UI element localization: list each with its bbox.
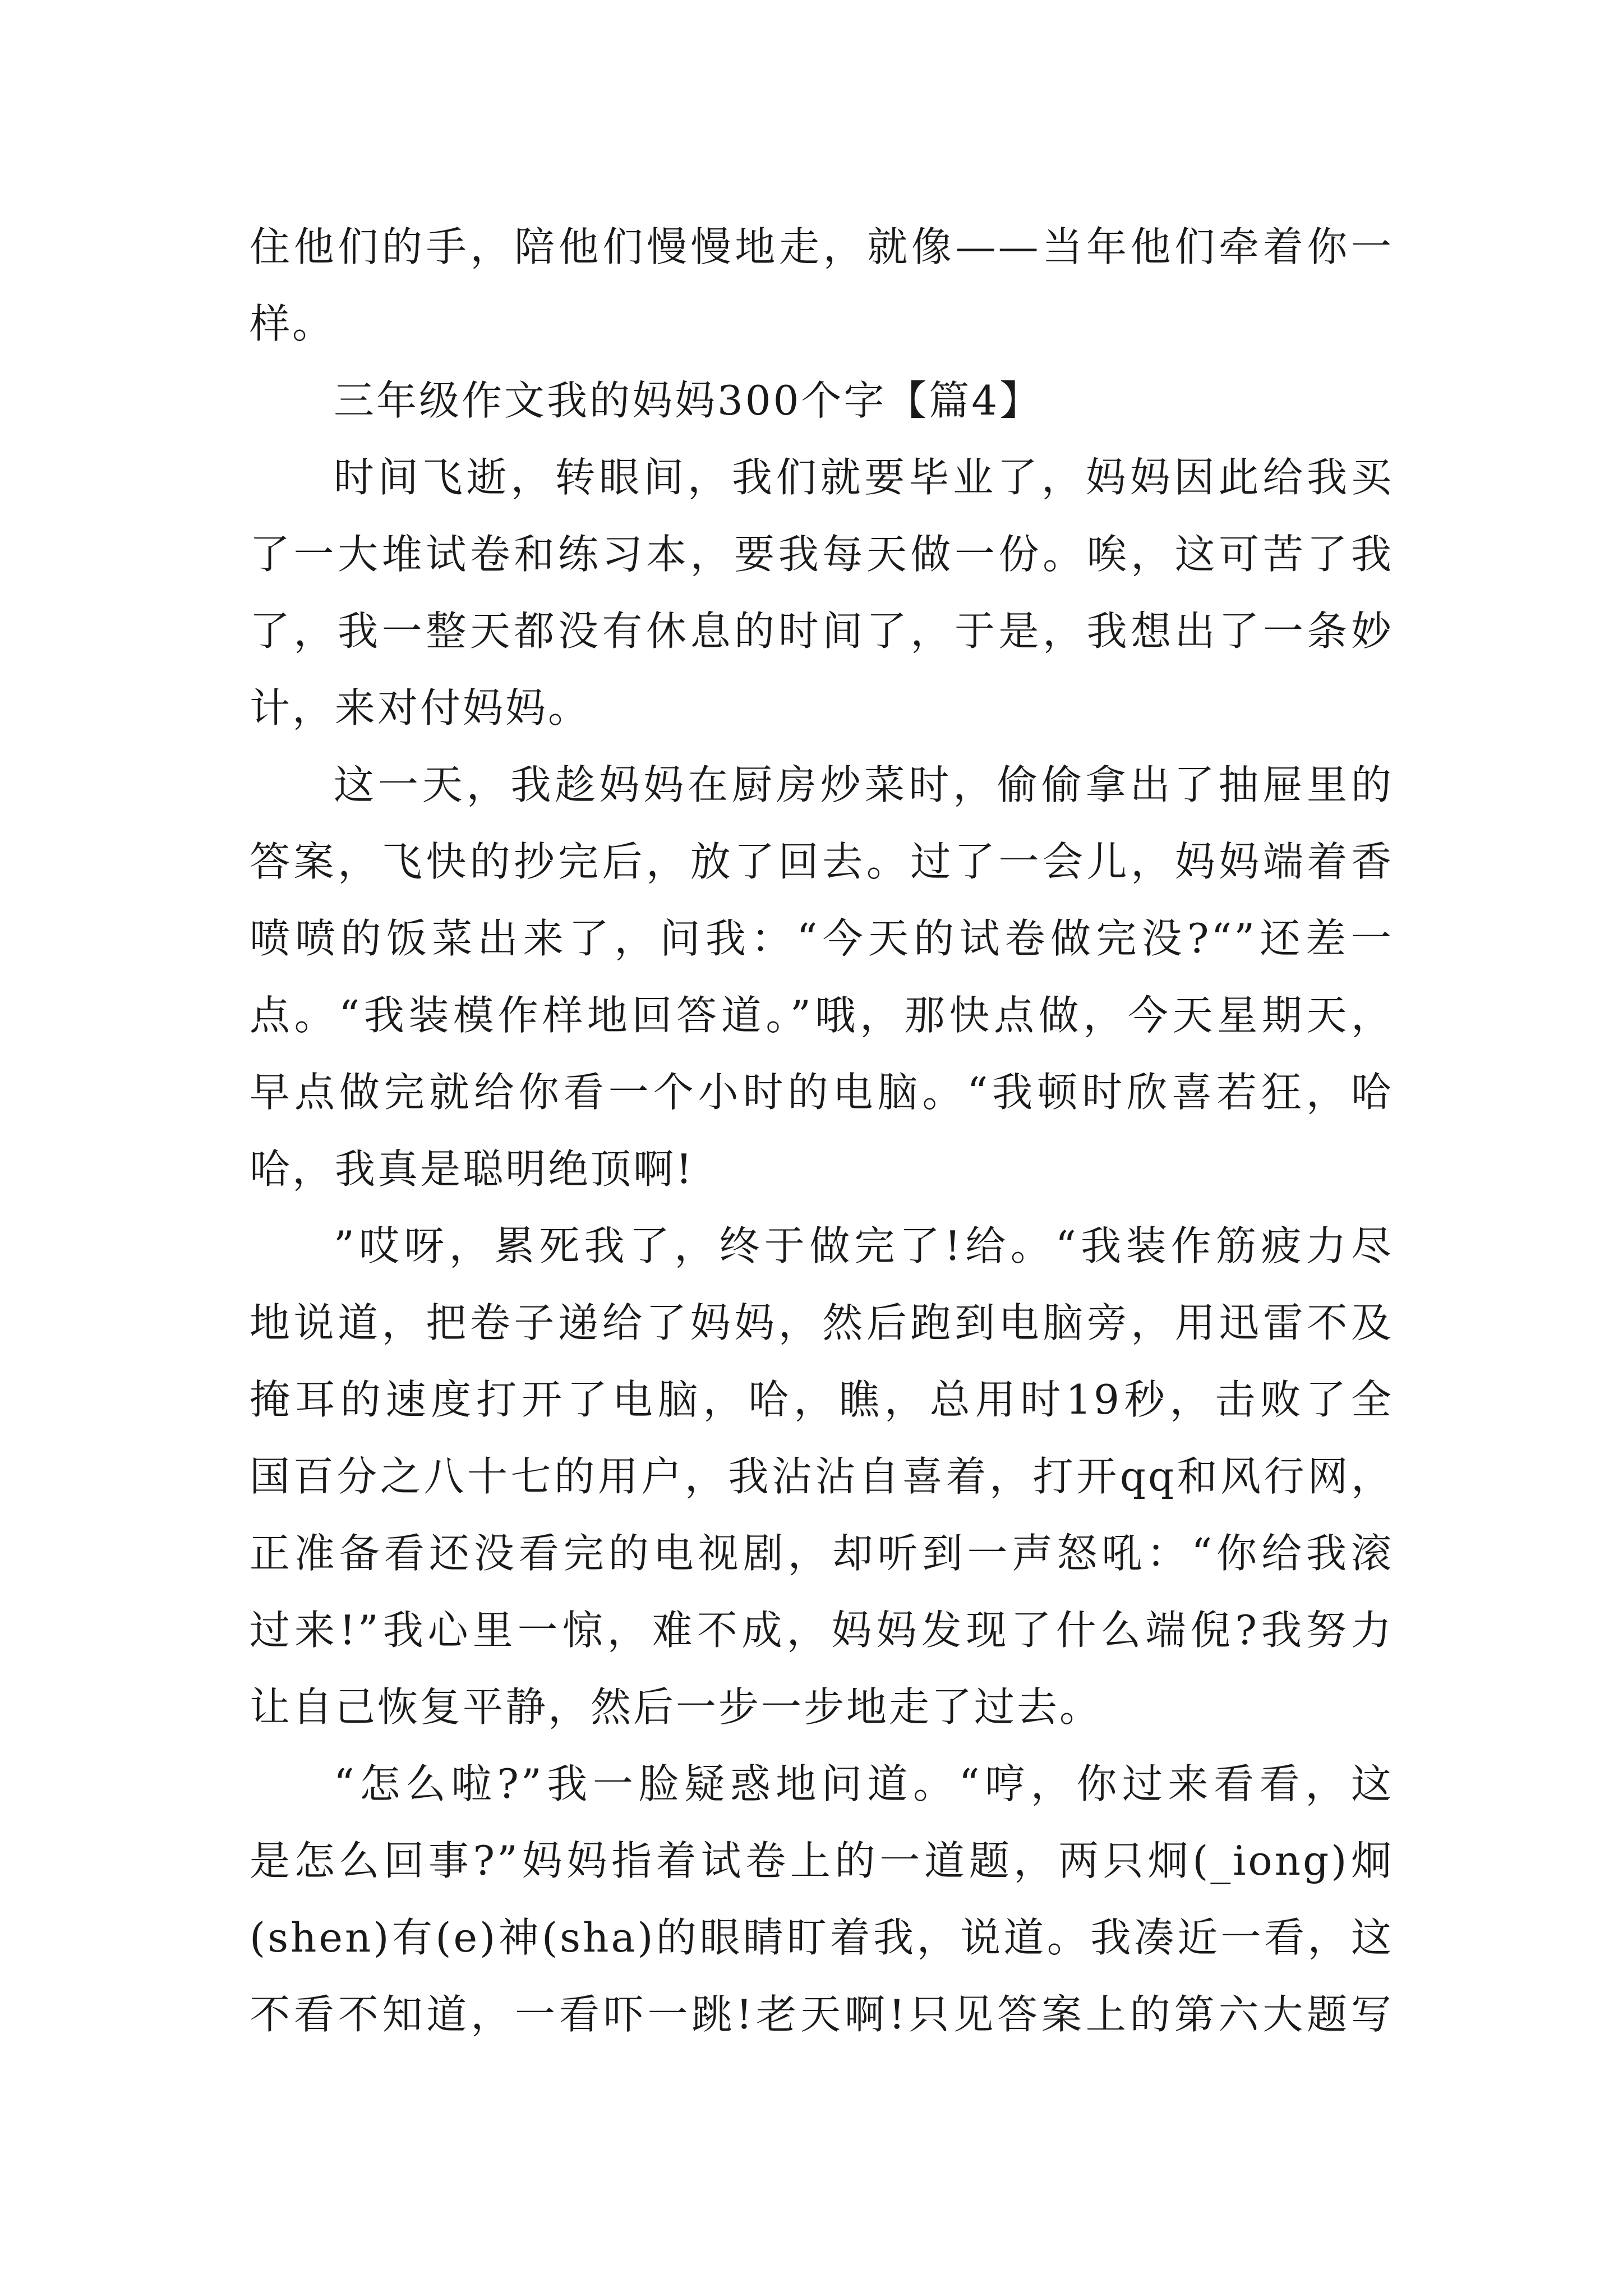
text-line: 点。“我装模作样地回答道。”哦，那快点做，今天星期天， (250, 992, 1394, 1039)
text-line: 样。 (250, 300, 335, 347)
text-line: 掩耳的速度打开了电脑，哈，瞧，总用时19秒，击败了全 (250, 1376, 1394, 1423)
text-line: ”哎呀，累死我了，终于做完了!给。“我装作筋疲力尽 (334, 1222, 1394, 1269)
text-line: 正准备看还没看完的电视剧，却听到一声怒吼：“你给我滚 (250, 1530, 1394, 1577)
section-heading: 三年级作文我的妈妈300个字【篇4】 (334, 377, 1043, 424)
text-line: 国百分之八十七的用户，我沾沾自喜着，打开qq和风行网， (250, 1453, 1394, 1500)
text-line: 早点做完就给你看一个小时的电脑。“我顿时欣喜若狂，哈 (250, 1069, 1394, 1116)
text-line: 是怎么回事?”妈妈指着试卷上的一道题，两只炯(_iong)炯 (250, 1837, 1394, 1884)
text-line: 地说道，把卷子递给了妈妈，然后跑到电脑旁，用迅雷不及 (250, 1299, 1394, 1346)
text-line: (shen)有(e)神(sha)的眼睛盯着我，说道。我凑近一看，这 (250, 1914, 1394, 1961)
text-line: “怎么啦?”我一脸疑惑地问道。“哼，你过来看看，这 (334, 1760, 1394, 1807)
text-line: 时间飞逝，转眼间，我们就要毕业了，妈妈因此给我买 (334, 454, 1394, 501)
text-line: 这一天，我趁妈妈在厨房炒菜时，偷偷拿出了抽屉里的 (334, 761, 1394, 808)
text-line: 答案，飞快的抄完后，放了回去。过了一会儿，妈妈端着香 (250, 838, 1394, 885)
text-line: 了，我一整天都没有休息的时间了，于是，我想出了一条妙 (250, 608, 1394, 655)
text-line: 哈，我真是聪明绝顶啊! (250, 1145, 694, 1193)
text-line: 住他们的手，陪他们慢慢地走，就像——当年他们牵着你一 (250, 223, 1394, 270)
text-line: 喷喷的饭菜出来了，问我：“今天的试卷做完没?“”还差一 (250, 915, 1394, 962)
text-line: 过来!”我心里一惊，难不成，妈妈发现了什么端倪?我努力 (250, 1607, 1394, 1654)
text-line: 让自己恢复平静，然后一步一步地走了过去。 (250, 1683, 1103, 1731)
text-line: 了一大堆试卷和练习本，要我每天做一份。唉，这可苦了我 (250, 531, 1394, 578)
text-line: 不看不知道，一看吓一跳!老天啊!只见答案上的第六大题写 (250, 1991, 1394, 2038)
text-line: 计，来对付妈妈。 (250, 684, 591, 731)
document-body (250, 209, 1394, 2053)
